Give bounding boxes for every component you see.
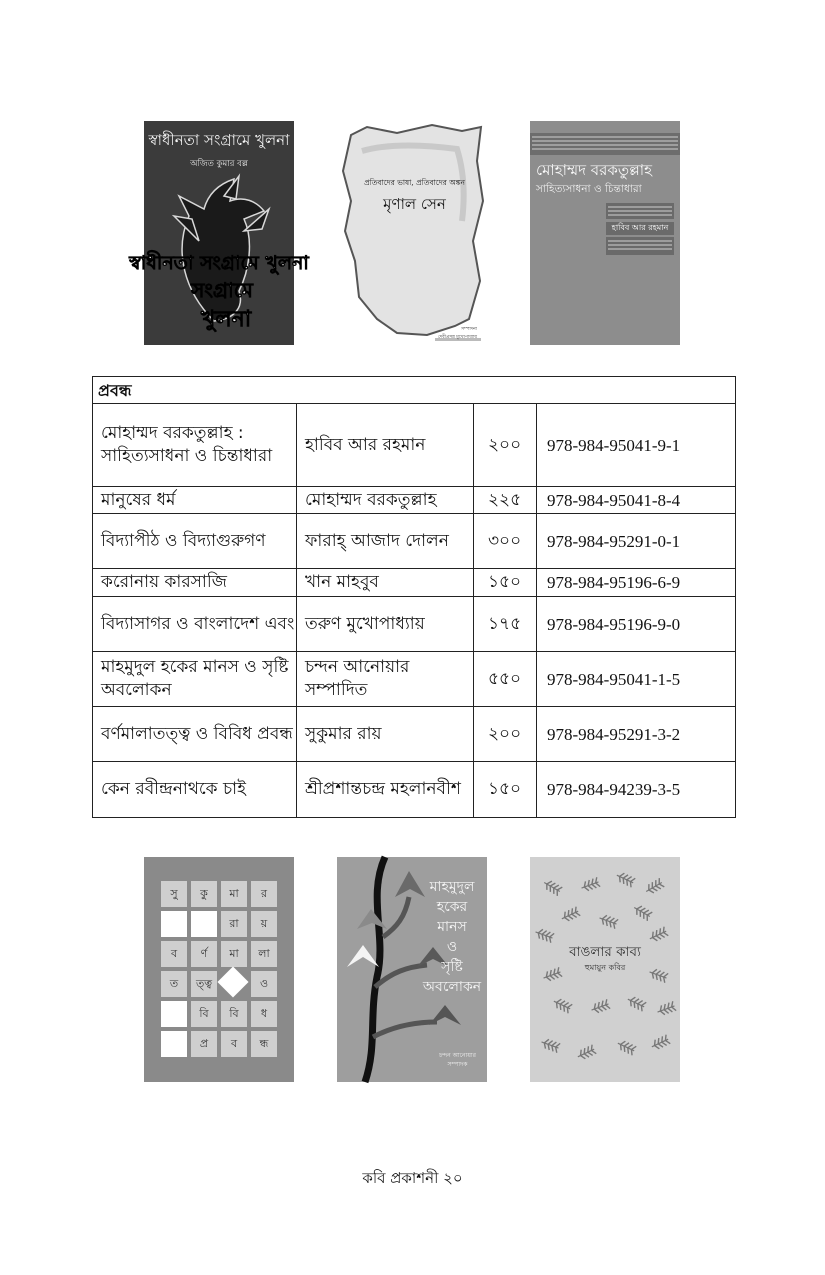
svg-text:খুলনা: খুলনা bbox=[200, 307, 252, 332]
book-price: ১৭৫ bbox=[474, 597, 537, 652]
page-footer: কবি প্রকাশনী ২০ bbox=[362, 1169, 463, 1187]
book-author: ফারাহ্ আজাদ দোলন bbox=[297, 514, 474, 569]
leaf-sprig-icon bbox=[540, 1037, 560, 1053]
book-isbn: 978-984-94239-3-5 bbox=[537, 762, 736, 818]
leaf-sprig-icon bbox=[552, 997, 573, 1014]
letter-tile bbox=[191, 911, 217, 937]
leaf-sprig-icon bbox=[626, 995, 647, 1012]
letter-tile bbox=[161, 1001, 187, 1027]
letter-tile: ত্ত্ব bbox=[191, 971, 217, 997]
cover-title-line: ও bbox=[446, 939, 458, 955]
leaf-sprig-icon bbox=[580, 877, 600, 893]
leaf-sprig-icon bbox=[644, 878, 665, 896]
book-isbn: 978-984-95041-9-1 bbox=[537, 404, 736, 487]
book-price: ২২৫ bbox=[474, 487, 537, 514]
book-author: মোহাম্মদ বরকতুল্লাহ bbox=[297, 487, 474, 514]
cover-title: স্বাধীনতা সংগ্রামে খুলনা bbox=[148, 131, 290, 149]
book-author: সুকুমার রায় bbox=[297, 707, 474, 762]
book-price: ২০০ bbox=[474, 404, 537, 487]
letter-tile bbox=[161, 911, 187, 937]
book-author: চন্দন আনোয়ার সম্পাদিত bbox=[297, 652, 474, 707]
book-title: বর্ণমালাতত্ত্ব ও বিবিধ প্রবন্ধ bbox=[93, 707, 297, 762]
letter-tile: য় bbox=[251, 911, 277, 937]
book-title: বিদ্যাসাগর ও বাংলাদেশ এবং bbox=[93, 597, 297, 652]
book-isbn: 978-984-95041-1-5 bbox=[537, 652, 736, 707]
leaf-sprig-icon bbox=[616, 1039, 637, 1056]
table-row bbox=[93, 514, 736, 569]
book-price: ১৫০ bbox=[474, 569, 537, 597]
book-author: খান মাহবুব bbox=[297, 569, 474, 597]
book-isbn: 978-984-95196-6-9 bbox=[537, 569, 736, 597]
category-label: প্রবন্ধ bbox=[93, 377, 736, 404]
book-price: ২০০ bbox=[474, 707, 537, 762]
book-list-table bbox=[92, 376, 736, 818]
book-author: হাবিব আর রহমান bbox=[297, 404, 474, 487]
leaf-sprig-icon bbox=[576, 1045, 597, 1062]
book-price: ১৫০ bbox=[474, 762, 537, 818]
book-title: মোহাম্মদ বরকতুল্লাহ : সাহিত্যসাধনা ও চিন্তাধারা bbox=[93, 404, 297, 487]
cover-title-line: মাহমুদুল bbox=[429, 879, 475, 895]
leaf-sprig-icon bbox=[656, 1001, 676, 1017]
letter-tile: র্ণ bbox=[191, 941, 217, 967]
letter-tile: ত bbox=[161, 971, 187, 997]
letter-tile: বি bbox=[191, 1001, 217, 1027]
cover-author: হাবিব আর রহমান bbox=[606, 222, 674, 235]
leaf-sprig-icon bbox=[615, 871, 636, 888]
cover-subtitle: সাহিত্যসাধনা ও চিন্তাধারা bbox=[536, 183, 642, 195]
cover-art-text: স্বাধীনতা সংগ্রামে খুলনা bbox=[129, 252, 309, 274]
book-cover-banglar-kabya bbox=[530, 857, 680, 1082]
book-cover-swadhinata bbox=[129, 121, 309, 345]
letter-tile bbox=[161, 1031, 187, 1057]
cover-author: হুমায়ুন কবির bbox=[584, 963, 626, 972]
letter-tile: লা bbox=[251, 941, 277, 967]
cover-editor-name: দেবীপ্রসন্ন মুখোপাধ্যায় bbox=[437, 335, 477, 340]
letter-tile: ধ bbox=[251, 1001, 277, 1027]
table-row bbox=[93, 569, 736, 597]
letter-tile: র bbox=[251, 881, 277, 907]
letter-tile: রা bbox=[221, 911, 247, 937]
cover-title-line: সৃষ্টি bbox=[441, 959, 463, 975]
cover-title-line: হকের bbox=[436, 899, 468, 915]
book-cover-mahmudul bbox=[337, 857, 487, 1082]
cover-title: মোহাম্মদ বরকতুল্লাহ bbox=[536, 161, 653, 179]
leaf-sprig-icon bbox=[542, 878, 563, 896]
letter-tile: মা bbox=[221, 941, 247, 967]
table-row bbox=[93, 487, 736, 514]
table-row bbox=[93, 597, 736, 652]
cover-art-flames bbox=[129, 121, 309, 345]
letter-tile: বি bbox=[221, 1001, 247, 1027]
table-row bbox=[93, 404, 736, 487]
cover-title-line: মানস bbox=[437, 919, 467, 935]
cover-subtitle: প্রতিবাদের ভাষা, প্রতিবাদের অঙ্কন bbox=[364, 178, 465, 187]
table-row bbox=[93, 762, 736, 818]
cover-editor-name: চন্দন আনোয়ার bbox=[439, 1052, 476, 1059]
table-row bbox=[93, 707, 736, 762]
category-row bbox=[93, 377, 736, 404]
table-row bbox=[93, 652, 736, 707]
book-title: করোনায় কারসাজি bbox=[93, 569, 297, 597]
book-price: ৩০০ bbox=[474, 514, 537, 569]
book-title: মাহমুদুল হকের মানস ও সৃষ্টি অবলোকন bbox=[93, 652, 297, 707]
book-isbn: 978-984-95196-9-0 bbox=[537, 597, 736, 652]
book-price: ৫৫০ bbox=[474, 652, 537, 707]
letter-tile: ব bbox=[161, 941, 187, 967]
cover-author: মৃণাল সেন bbox=[383, 195, 446, 213]
cover-title: বাঙলার কাব্য bbox=[569, 944, 641, 960]
cover-title-line: অবলোকন bbox=[422, 979, 482, 995]
book-cover-sukumar bbox=[144, 857, 294, 1082]
book-isbn: 978-984-95041-8-4 bbox=[537, 487, 736, 514]
book-cover-barakatullah bbox=[530, 121, 680, 345]
letter-tile: কু bbox=[191, 881, 217, 907]
book-title: বিদ্যাপীঠ ও বিদ্যাগুরুগণ bbox=[93, 514, 297, 569]
cover-author: অজিত কুমার বল্ল bbox=[190, 159, 248, 169]
book-title: মানুষের ধর্ম bbox=[93, 487, 297, 514]
svg-text:সংগ্রামে: সংগ্রামে bbox=[191, 278, 253, 302]
cover-title bbox=[421, 877, 483, 997]
letter-tile: ও bbox=[251, 971, 277, 997]
letter-tile: সু bbox=[161, 881, 187, 907]
leaf-sprig-icon bbox=[632, 903, 653, 921]
leaf-sprig-icon bbox=[598, 913, 618, 929]
cover-editor-label: সম্পাদনা bbox=[461, 327, 477, 332]
book-isbn: 978-984-95291-0-1 bbox=[537, 514, 736, 569]
letter-tile: ন্ধ bbox=[251, 1031, 277, 1057]
book-title: কেন রবীন্দ্রনাথকে চাই bbox=[93, 762, 297, 818]
book-author: তরুণ মুখোপাধ্যায় bbox=[297, 597, 474, 652]
letter-tile: মা bbox=[221, 881, 247, 907]
cover-art-torn-paper bbox=[337, 121, 487, 345]
book-isbn: 978-984-95291-3-2 bbox=[537, 707, 736, 762]
leaf-sprig-icon bbox=[560, 907, 581, 924]
book-author: শ্রীপ্রশান্তচন্দ্র মহলানবীশ bbox=[297, 762, 474, 818]
letter-tile: ব bbox=[221, 1031, 247, 1057]
leaf-sprig-icon bbox=[650, 1035, 671, 1052]
cover-editor-label: সম্পাদক bbox=[447, 1061, 468, 1068]
letter-tile: প্র bbox=[191, 1031, 217, 1057]
book-cover-mrinal-sen bbox=[337, 121, 487, 345]
leaf-sprig-icon bbox=[590, 999, 610, 1015]
